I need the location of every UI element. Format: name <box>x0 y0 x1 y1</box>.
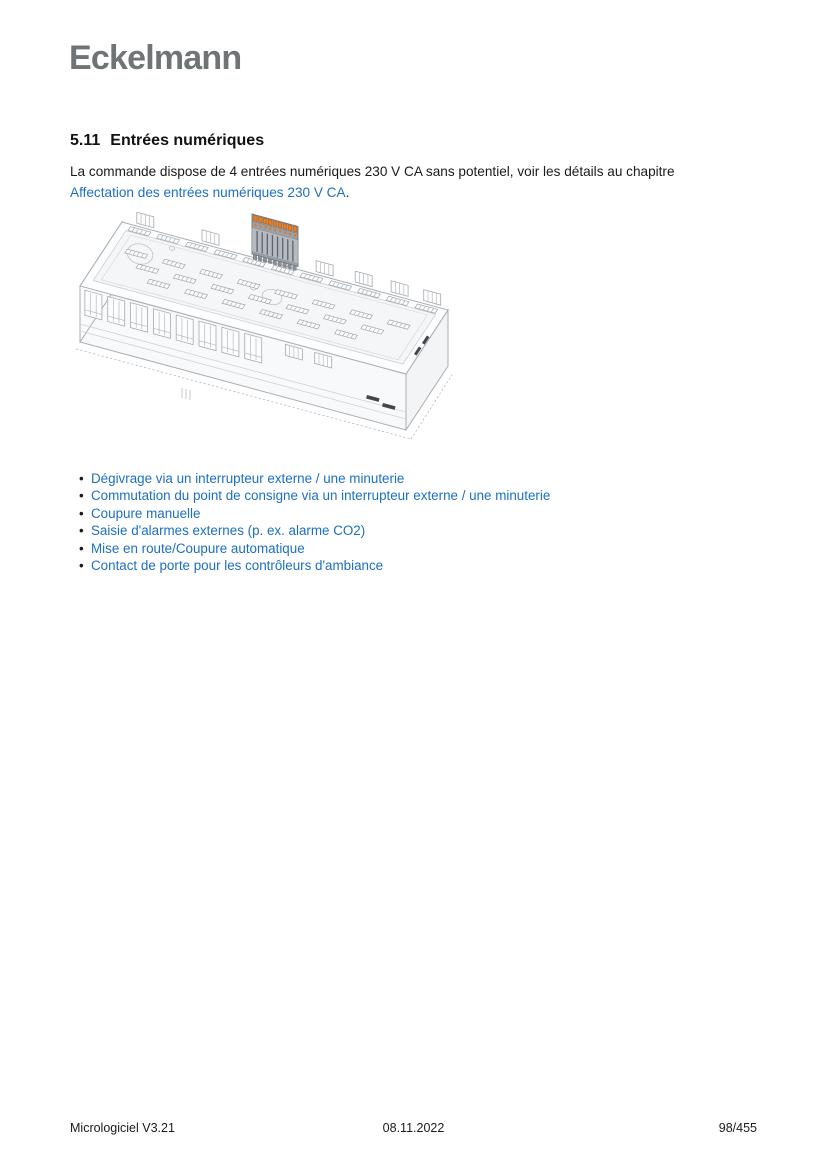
bullet-marker: • <box>79 505 84 521</box>
intro-text: La commande dispose de 4 entrées numériques 230 V CA sans potentiel, voir les détails au chapitre <box>70 164 675 179</box>
list-item <box>70 540 550 557</box>
bullet-marker: • <box>79 523 84 539</box>
section-title: Entrées numériques <box>110 132 265 149</box>
intro-paragraph <box>70 161 760 203</box>
bullet-marker: • <box>79 488 84 504</box>
chapter-link[interactable]: Affectation des entrées numériques 230 V CA <box>70 185 346 200</box>
bullet-link-degivrage[interactable]: Dégivrage via un interrupteur externe / une minuterie <box>91 471 405 486</box>
section-number: 5.11 <box>70 132 101 149</box>
page-footer <box>70 1121 757 1137</box>
list-item <box>70 470 550 487</box>
digital-inputs-usage-list <box>70 470 550 574</box>
bullet-marker: • <box>79 471 84 486</box>
bullet-link-commutation[interactable]: Commutation du point de consigne via un interrupteur externe / une minuterie <box>91 488 551 504</box>
bullet-marker: • <box>79 558 84 574</box>
intro-period: . <box>345 185 350 200</box>
list-item <box>70 557 550 574</box>
controller-board-illustration <box>70 202 462 464</box>
footer-firmware-version: Micrologiciel V3.21 <box>70 1121 175 1135</box>
list-item <box>70 505 550 522</box>
bullet-marker: • <box>79 540 84 556</box>
bullet-link-coupure-manuelle[interactable]: Coupure manuelle <box>91 505 201 521</box>
eckelmann-logo: Eckelmann <box>69 39 242 77</box>
list-item <box>70 522 550 539</box>
bullet-link-mise-en-route[interactable]: Mise en route/Coupure automatique <box>91 540 305 556</box>
bullet-link-contact-de-porte[interactable]: Contact de porte pour les contrôleurs d'ambiance <box>91 558 384 574</box>
isometric-wireframe-drawing <box>70 202 462 464</box>
list-item <box>70 487 550 504</box>
footer-page-number: 98/455 <box>718 1121 757 1135</box>
footer-date: 08.11.2022 <box>382 1121 445 1135</box>
section-heading <box>70 131 264 151</box>
bullet-link-alarmes-externes[interactable]: Saisie d'alarmes externes (p. ex. alarme CO2) <box>91 523 366 539</box>
